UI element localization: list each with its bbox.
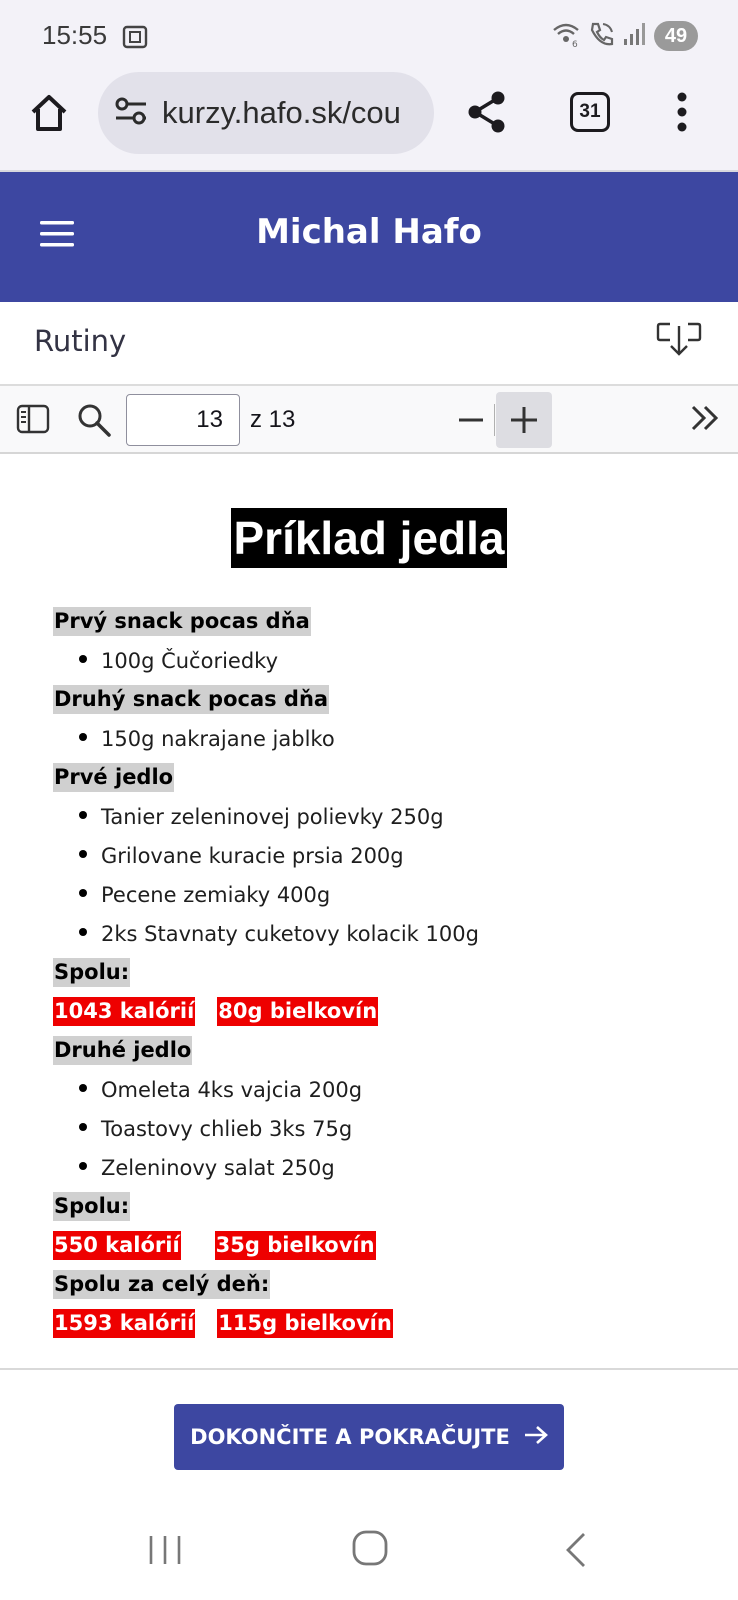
home-icon[interactable]	[28, 92, 70, 138]
sidebar-toggle-icon[interactable]	[16, 404, 50, 438]
list-item: Pecene zemiaky 400g	[53, 875, 713, 914]
list-item: Toastovy chlieb 3ks 75g	[53, 1109, 713, 1148]
calories-value: 550 kalórií	[53, 1231, 181, 1260]
protein-value: 115g bielkovín	[217, 1309, 393, 1338]
pdf-page	[0, 456, 738, 1368]
volte-call-icon	[588, 20, 616, 52]
url-text: kurzy.hafo.sk/cou	[162, 95, 401, 130]
browser-toolbar	[0, 72, 738, 172]
search-icon[interactable]	[76, 402, 112, 442]
back-icon[interactable]	[564, 1532, 588, 1572]
section-label: Prvý snack pocas dňa	[53, 607, 311, 636]
site-title[interactable]: Michal Hafo	[256, 212, 482, 252]
battery-indicator: 49	[654, 21, 698, 51]
meal-plan	[53, 602, 713, 1343]
address-bar[interactable]	[98, 72, 434, 154]
wifi-calling-icon	[552, 20, 582, 52]
continue-button-label: DOKONČITE A POKRAČUJTE	[190, 1425, 510, 1449]
lesson-footer	[0, 1370, 738, 1490]
zoom-in-button[interactable]	[496, 392, 552, 448]
pdf-toolbar	[0, 386, 738, 454]
list-item: 100g Čučoriedky	[53, 641, 713, 680]
section-label: Druhé jedlo	[53, 1036, 192, 1065]
tab-switcher-button[interactable]: 31	[570, 92, 610, 132]
recent-apps-icon[interactable]	[148, 1534, 182, 1570]
arrow-right-icon	[524, 1425, 548, 1450]
section-label: Druhý snack pocas dňa	[53, 685, 329, 714]
home-nav-icon[interactable]	[352, 1530, 388, 1570]
list-item: 2ks Stavnaty cuketovy kolacik 100g	[53, 914, 713, 953]
zoom-out-button[interactable]	[446, 394, 496, 446]
day-total-label: Spolu za celý deň:	[53, 1270, 270, 1299]
status-bar	[0, 0, 738, 72]
list-item: Grilovane kuracie prsia 200g	[53, 836, 713, 875]
page-count: z 13	[250, 406, 296, 433]
svg-text:6: 6	[572, 40, 578, 48]
list-item: Omeleta 4ks vajcia 200g	[53, 1070, 713, 1109]
section-header	[0, 302, 738, 386]
more-tools-icon[interactable]	[690, 404, 720, 436]
total-label: Spolu:	[53, 958, 130, 987]
page-number-input[interactable]	[126, 394, 240, 446]
list-item: Tanier zeleninovej polievky 250g	[53, 797, 713, 836]
site-settings-icon[interactable]	[114, 96, 148, 130]
section-title: Rutiny	[34, 324, 127, 358]
total-label: Spolu:	[53, 1192, 130, 1221]
share-icon[interactable]	[466, 90, 508, 138]
calories-value: 1043 kalórií	[53, 997, 195, 1026]
complete-and-continue-button[interactable]	[174, 1404, 564, 1470]
status-time: 15:55	[42, 20, 108, 50]
calories-value: 1593 kalórií	[53, 1309, 195, 1338]
status-icons	[552, 20, 698, 52]
screenshot-icon	[122, 24, 148, 54]
signal-icon	[622, 21, 648, 51]
protein-value: 80g bielkovín	[217, 997, 378, 1026]
download-icon[interactable]	[656, 316, 702, 362]
system-nav-bar	[0, 1490, 738, 1600]
list-item: Zeleninovy salat 250g	[53, 1148, 713, 1187]
protein-value: 35g bielkovín	[215, 1231, 376, 1260]
document-heading: Príklad jedla	[231, 508, 506, 568]
divider	[494, 404, 495, 436]
list-item: 150g nakrajane jablko	[53, 719, 713, 758]
more-menu-icon[interactable]	[676, 92, 688, 136]
section-label: Prvé jedlo	[53, 763, 174, 792]
site-header	[0, 172, 738, 302]
